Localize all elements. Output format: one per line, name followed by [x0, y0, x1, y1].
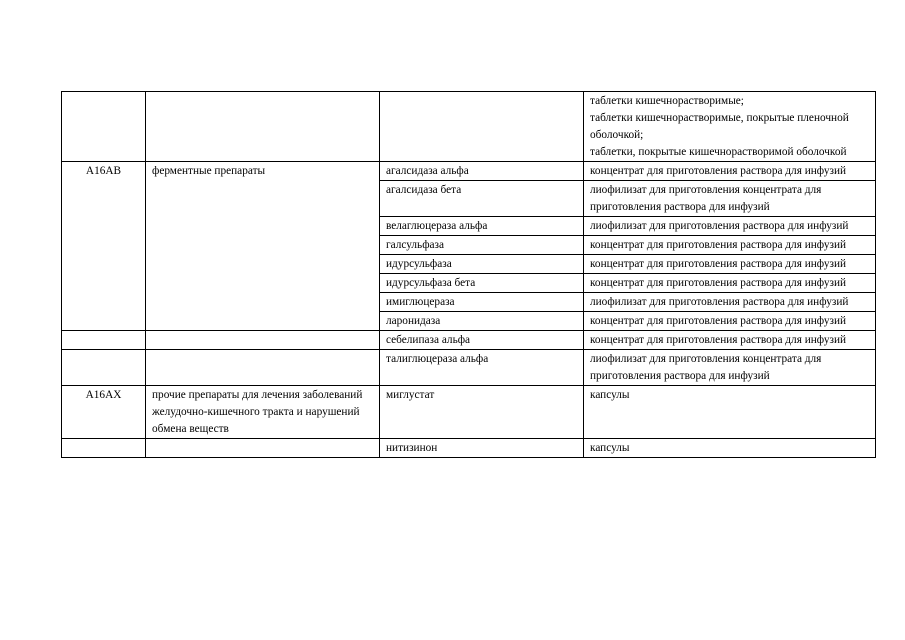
dosage-form-line: таблетки кишечнорастворимые, покрытые пленочной оболочкой;	[590, 112, 849, 141]
substance-cell: ларонидаза	[380, 312, 584, 331]
atc-code-cell	[62, 92, 146, 162]
table-row	[62, 92, 876, 162]
dosage-form-line: таблетки, покрытые кишечнорастворимой оболочкой	[590, 146, 847, 158]
substance-cell: агалсидаза альфа	[380, 162, 584, 181]
substance-cell: себелипаза альфа	[380, 331, 584, 350]
atc-code-cell: A16AB	[62, 162, 146, 181]
dosage-form-line: таблетки кишечнорастворимые;	[590, 95, 744, 107]
atc-code-cell	[62, 181, 146, 217]
atc-code-cell	[62, 236, 146, 255]
group-cell	[146, 293, 380, 312]
table-row	[62, 439, 876, 458]
dosage-form-cell: лиофилизат для приготовления концентрата для приготовления раствора для инфузий	[584, 350, 876, 386]
group-cell	[146, 92, 380, 162]
dosage-form-cell	[584, 92, 876, 162]
dosage-form-cell: концентрат для приготовления раствора для инфузий	[584, 255, 876, 274]
substance-cell: галсульфаза	[380, 236, 584, 255]
atc-code-cell	[62, 274, 146, 293]
dosage-form-cell: концентрат для приготовления раствора для инфузий	[584, 236, 876, 255]
drug-table	[61, 91, 876, 458]
atc-code-cell	[62, 312, 146, 331]
dosage-form-cell: концентрат для приготовления раствора для инфузий	[584, 331, 876, 350]
atc-code-cell	[62, 331, 146, 350]
atc-code-cell	[62, 439, 146, 458]
group-cell	[146, 439, 380, 458]
table-row	[62, 181, 876, 217]
substance-cell: велаглюцераза альфа	[380, 217, 584, 236]
atc-code-cell	[62, 217, 146, 236]
group-cell	[146, 236, 380, 255]
group-cell	[146, 312, 380, 331]
table-row	[62, 274, 876, 293]
substance-cell: нитизинон	[380, 439, 584, 458]
group-cell	[146, 181, 380, 217]
atc-code-cell: A16AX	[62, 386, 146, 439]
dosage-form-cell: капсулы	[584, 439, 876, 458]
substance-cell: миглустат	[380, 386, 584, 439]
dosage-form-cell: лиофилизат для приготовления концентрата для приготовления раствора для инфузий	[584, 181, 876, 217]
group-cell: прочие препараты для лечения заболеваний желудочно-кишечного тракта и нарушений обмена веществ	[146, 386, 380, 439]
substance-cell: имиглюцераза	[380, 293, 584, 312]
group-cell	[146, 331, 380, 350]
dosage-form-cell: лиофилизат для приготовления раствора для инфузий	[584, 293, 876, 312]
substance-cell: идурсульфаза	[380, 255, 584, 274]
dosage-form-cell: концентрат для приготовления раствора для инфузий	[584, 162, 876, 181]
dosage-form-cell: капсулы	[584, 386, 876, 439]
table-row	[62, 386, 876, 439]
table-row	[62, 217, 876, 236]
table-row	[62, 312, 876, 331]
group-cell	[146, 255, 380, 274]
table-row	[62, 331, 876, 350]
atc-code-cell	[62, 255, 146, 274]
substance-cell: идурсульфаза бета	[380, 274, 584, 293]
group-cell	[146, 274, 380, 293]
group-cell	[146, 350, 380, 386]
group-cell	[146, 217, 380, 236]
dosage-form-cell: концентрат для приготовления раствора для инфузий	[584, 274, 876, 293]
table-row	[62, 350, 876, 386]
table-row	[62, 255, 876, 274]
table-row	[62, 162, 876, 181]
group-cell: ферментные препараты	[146, 162, 380, 181]
dosage-form-cell: лиофилизат для приготовления раствора для инфузий	[584, 217, 876, 236]
table-row	[62, 236, 876, 255]
atc-code-cell	[62, 350, 146, 386]
substance-cell: агалсидаза бета	[380, 181, 584, 217]
table-row	[62, 293, 876, 312]
substance-cell	[380, 92, 584, 162]
atc-code-cell	[62, 293, 146, 312]
dosage-form-cell: концентрат для приготовления раствора для инфузий	[584, 312, 876, 331]
substance-cell: талиглюцераза альфа	[380, 350, 584, 386]
